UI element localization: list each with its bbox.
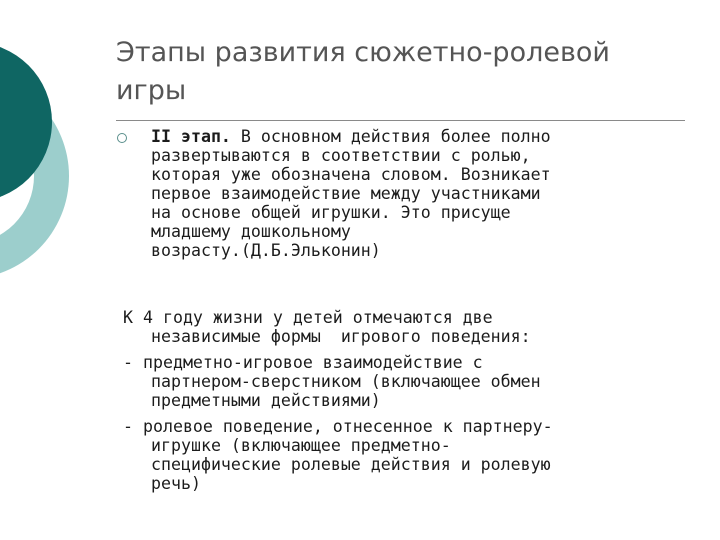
bullet-line: возрасту.(Д.Б.Эльконин)	[151, 241, 381, 260]
paragraph-line: речь)	[151, 474, 201, 493]
bullet-line: развертываются в соответствии с ролью,	[151, 146, 531, 165]
paragraph-line: - ролевое поведение, отнесенное к партнеру-	[123, 417, 553, 436]
title-line-1: Этапы развития сюжетно-ролевой	[116, 37, 610, 68]
paragraph-line: - предметно-игровое взаимодействие с	[123, 353, 483, 372]
bullet-line: на основе общей игрушки. Это присуще	[151, 203, 511, 222]
paragraph-intro	[123, 308, 713, 346]
paragraph-line: К 4 году жизни у детей отмечаются две	[123, 308, 493, 327]
bullet-line: первое взаимодействие между участниками	[151, 184, 541, 203]
paragraph-line: игрушке (включающее предметно-	[151, 436, 451, 455]
paragraph-line: партнером-сверстником (включающее обмен	[151, 372, 541, 391]
body-paragraphs	[123, 308, 713, 500]
bullet-line: младшему дошкольному	[151, 222, 351, 241]
paragraph-line: независимые формы игрового поведения:	[151, 327, 531, 346]
paragraph-role-behavior	[123, 417, 713, 493]
paragraph-line: предметными действиями)	[151, 391, 381, 410]
bullet-line-1	[151, 127, 711, 146]
circle-bullet-icon	[117, 133, 127, 143]
bullet-line: которая уже обозначена словом. Возникает	[151, 165, 551, 184]
paragraph-object-play	[123, 353, 713, 410]
title-line-2: игры	[116, 75, 187, 106]
bullet-line-1-rest: В основном действия более полно	[230, 127, 551, 146]
title-divider	[116, 120, 685, 121]
decorative-circles	[0, 0, 120, 300]
paragraph-line: специфические ролевые действия и ролевую	[151, 455, 551, 474]
bullet-text	[151, 127, 711, 260]
stage-label: II этап.	[151, 127, 231, 146]
slide-title	[116, 34, 696, 110]
